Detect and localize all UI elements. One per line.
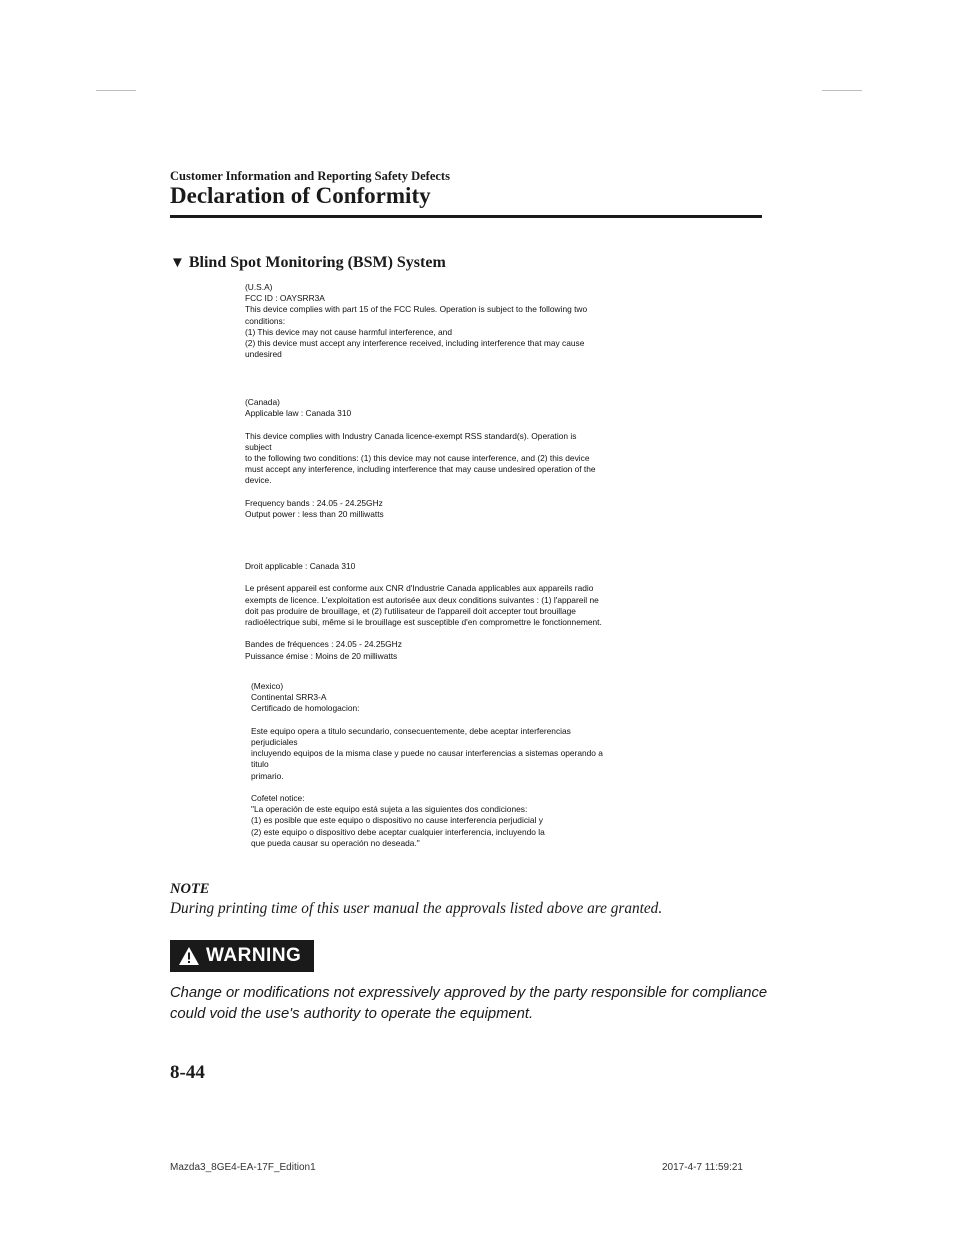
warning-triangle-icon [178, 946, 200, 966]
warning-label: WARNING [206, 945, 302, 966]
title-rule [170, 215, 762, 218]
footer-timestamp: 2017-4-7 11:59:21 [662, 1162, 743, 1173]
note-label: NOTE [170, 881, 210, 897]
page-number: 8-44 [170, 1062, 205, 1083]
section-label: Customer Information and Reporting Safety Defects [170, 169, 450, 183]
warning-text: Change or modifications not expressively approved by the party responsible for compliance could void the use's authority to operate the equipment. [170, 985, 768, 1022]
page-title: Declaration of Conformity [170, 183, 431, 208]
triangle-marker-icon: ▼ [170, 255, 185, 271]
section-heading-text: Blind Spot Monitoring (BSM) System [188, 254, 446, 271]
cert-canada: (Canada) Applicable law : Canada 310 This device complies with Industry Canada licence-exempt RSS standard(s). Operation is subject to the following two conditions: (1) this device may not cause interference, and (2) this device must accept any interference, including interference that may cause undesired operation of the device. Frequency bands : 24.05 - 24.25GHz Output power : less than 20 milliwatts [245, 397, 596, 520]
section-heading [170, 254, 446, 272]
cert-usa: (U.S.A) FCC ID : OAYSRR3A This device complies with part 15 of the FCC Rules. Operation is subject to the following two conditions: (1) This device may not cause harmful interference, and (2) this device must accept any interference received, including interference that may cause undesired [245, 282, 588, 360]
trim-mark-left [96, 90, 136, 91]
note-text: During printing time of this user manual the approvals listed above are granted. [170, 900, 663, 917]
warning-badge [170, 940, 314, 972]
footer-edition: Mazda3_8GE4-EA-17F_Edition1 [170, 1162, 316, 1173]
cert-canada-french: Droit applicable : Canada 310 Le présent appareil est conforme aux CNR d'Industrie Canada applicables aux appareils radio exempts de licence. L'exploitation est autorisée aux deux conditions suivantes : (1) l'appareil ne doit pas produire de brouillage, et (2) l'utilisateur de l'appareil doit accepter tout brouillage radioélectrique subi, même si le brouillage est susceptible d'en compromettre le fonctionnement. Bandes de fréquences : 24.05 - 24.25GHz Puissance émise : Moins de 20 milliwatts [245, 561, 602, 661]
cert-mexico: (Mexico) Continental SRR3-A Certificado de homologacion: Este equipo opera a titulo secundario, consecuentemente, debe aceptar interferencias perjudiciales incluyendo equipos de la misma clase y puede no causar interferencias a sistemas operando a titulo primario. Cofetel notice: "La operación de este equipo está sujeta a las siguientes dos condiciones: (1) es posible que este equipo o dispositivo no cause interferencia perjudicial y (2) este equipo o dispositivo debe aceptar cualquier interferencia, incluyendo la que pueda causar su operación no deseada." [251, 681, 603, 848]
trim-mark-right [822, 90, 862, 91]
